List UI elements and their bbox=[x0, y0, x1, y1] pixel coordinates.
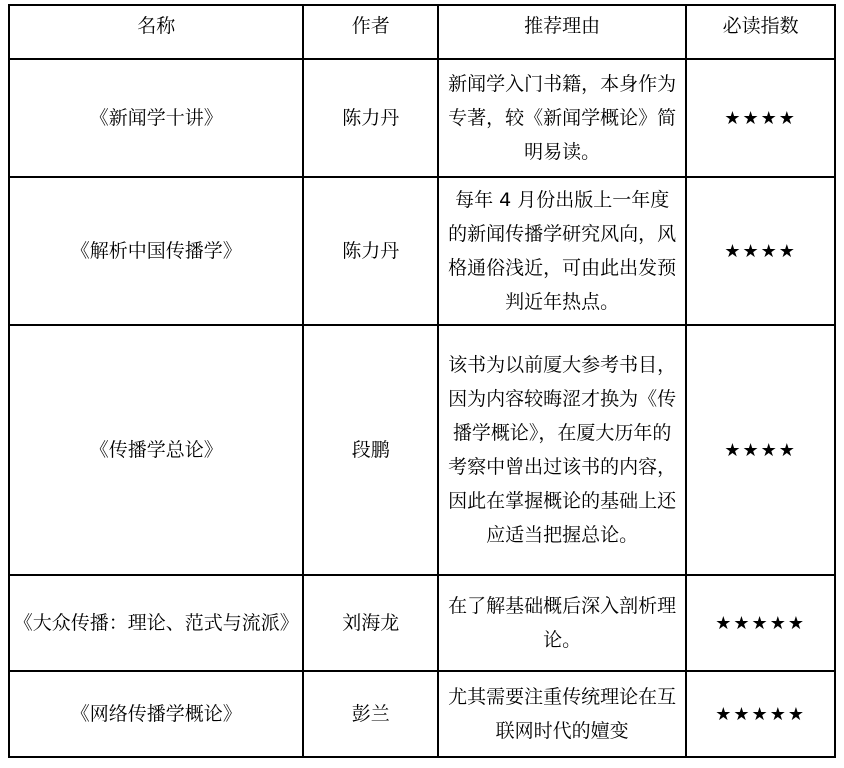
book-title bbox=[9, 575, 303, 671]
book-title: 《新闻学十讲》 bbox=[9, 59, 303, 177]
header-index: 必读指数 bbox=[686, 5, 835, 59]
book-title: 《传播学总论》 bbox=[9, 325, 303, 575]
book-recommendation-table bbox=[8, 4, 836, 758]
table-row bbox=[9, 575, 835, 671]
book-rating bbox=[686, 325, 835, 575]
book-reason bbox=[438, 575, 686, 671]
book-author: 陈力丹 bbox=[303, 59, 438, 177]
rating-stars: ★★★★★ bbox=[715, 612, 806, 634]
table-row bbox=[9, 59, 835, 177]
book-reason bbox=[438, 325, 686, 575]
book-title: 《网络传播学概论》 bbox=[9, 671, 303, 757]
table-header-row bbox=[9, 5, 835, 59]
book-rating bbox=[686, 671, 835, 757]
rating-stars: ★★★★★ bbox=[715, 703, 806, 725]
book-author: 段鹏 bbox=[303, 325, 438, 575]
book-reason bbox=[438, 671, 686, 757]
book-author: 彭兰 bbox=[303, 671, 438, 757]
book-reason-text: 每年 4 月份出版上一年度的新闻传播学研究风向，风格通俗浅近，可由此出发预判近年热点。 bbox=[448, 189, 677, 313]
book-rating bbox=[686, 177, 835, 325]
rating-stars: ★★★★ bbox=[724, 439, 797, 461]
book-title-text: 《大众传播：理论、范式与流派》 bbox=[13, 612, 299, 634]
rating-stars: ★★★★ bbox=[724, 240, 797, 262]
book-reason bbox=[438, 59, 686, 177]
book-title: 《解析中国传播学》 bbox=[9, 177, 303, 325]
book-reason-text: 该书为以前厦大参考书目，因为内容较晦涩才换为《传播学概论》，在厦大历年的考察中曾出过该书的内容，因此在掌握概论的基础上还应适当把握总论。 bbox=[448, 354, 677, 546]
book-author: 刘海龙 bbox=[303, 575, 438, 671]
header-author: 作者 bbox=[303, 5, 438, 59]
book-reason-text: 新闻学入门书籍，本身作为专著，较《新闻学概论》简明易读。 bbox=[448, 73, 677, 163]
header-reason: 推荐理由 bbox=[438, 5, 686, 59]
book-rating bbox=[686, 575, 835, 671]
header-title: 名称 bbox=[9, 5, 303, 59]
table-row bbox=[9, 671, 835, 757]
book-rating bbox=[686, 59, 835, 177]
book-reason-text: 在了解基础概后深入剖析理论。 bbox=[448, 595, 677, 651]
book-reason-text: 尤其需要注重传统理论在互联网时代的嬗变 bbox=[448, 686, 677, 742]
table-row bbox=[9, 177, 835, 325]
book-reason bbox=[438, 177, 686, 325]
table-row bbox=[9, 325, 835, 575]
book-author: 陈力丹 bbox=[303, 177, 438, 325]
rating-stars: ★★★★ bbox=[724, 107, 797, 129]
